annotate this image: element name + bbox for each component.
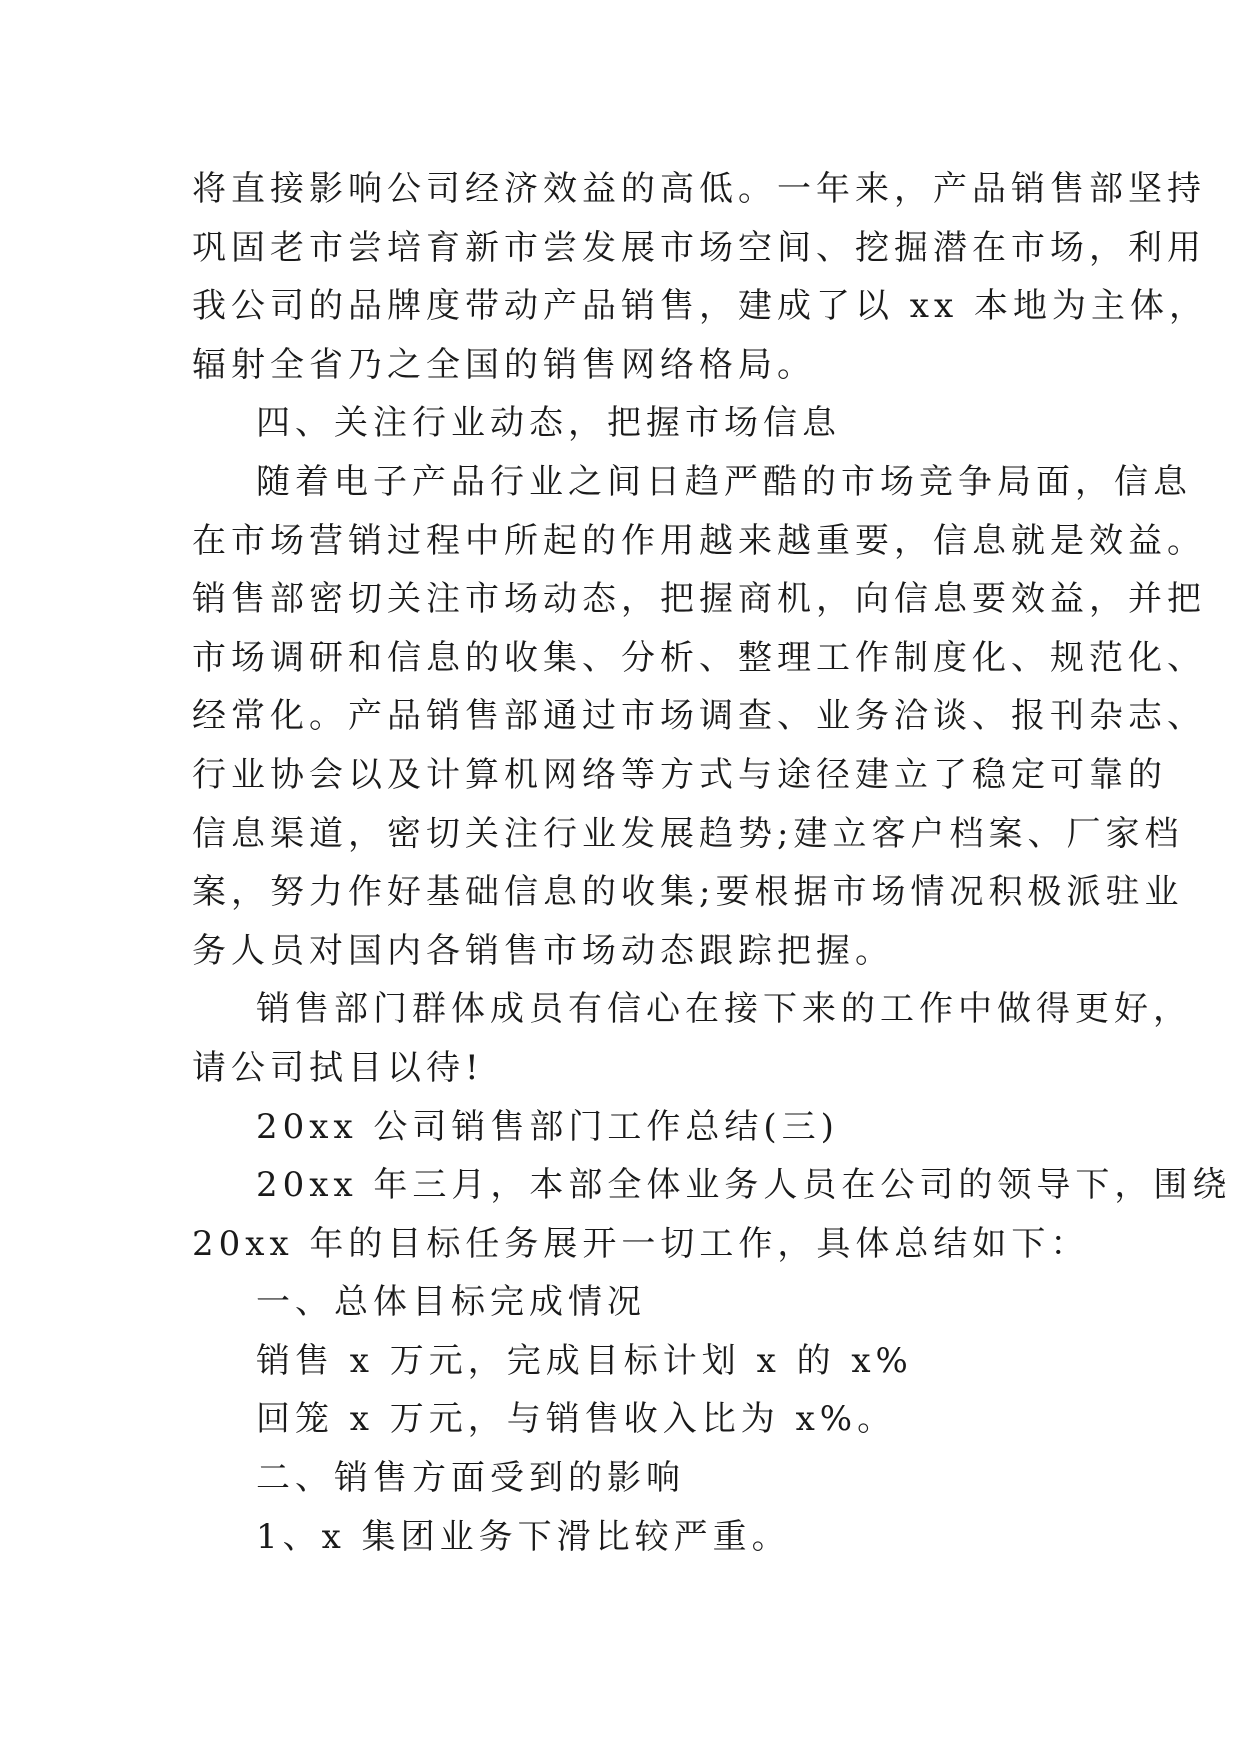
text-line: 销售部门群体成员有信心在接下来的工作中做得更好， bbox=[256, 989, 1192, 1030]
document-body bbox=[192, 160, 1232, 1566]
text-line: 行业协会以及计算机网络等方式与途径建立了稳定可靠的 bbox=[192, 754, 1167, 795]
text-line: 案，努力作好基础信息的收集;要根据市场情况积极派驻业 bbox=[192, 872, 1184, 913]
text-line: 四、关注行业动态，把握市场信息 bbox=[256, 403, 841, 444]
text-line: 务人员对国内各销售市场动态跟踪把握。 bbox=[192, 930, 894, 971]
text-line: 市场调研和信息的收集、分析、整理工作制度化、规范化、 bbox=[192, 637, 1206, 678]
text-line: 一、总体目标完成情况 bbox=[256, 1282, 646, 1323]
text-line: 1、x 集团业务下滑比较严重。 bbox=[256, 1516, 791, 1557]
text-line: 销售部密切关注市场动态，把握商机，向信息要效益，并把 bbox=[192, 579, 1206, 620]
text-line: 信息渠道，密切关注行业发展趋势;建立客户档案、厂家档 bbox=[192, 813, 1184, 854]
text-line: 随着电子产品行业之间日趋严酷的市场竞争局面，信息 bbox=[256, 461, 1192, 502]
text-line: 巩固老市尝培育新市尝发展市场空间、挖掘潜在市场，利用 bbox=[192, 227, 1206, 268]
text-line: 20xx 年三月，本部全体业务人员在公司的领导下，围绕 bbox=[256, 1165, 1232, 1206]
text-line: 辐射全省乃之全国的销售网络格局。 bbox=[192, 344, 816, 385]
text-line: 将直接影响公司经济效益的高低。一年来，产品销售部坚持 bbox=[192, 169, 1206, 209]
text-line: 回笼 x 万元，与销售收入比为 x%。 bbox=[256, 1399, 897, 1440]
text-line: 经常化。产品销售部通过市场调查、业务洽谈、报刊杂志、 bbox=[192, 696, 1206, 737]
text-line: 在市场营销过程中所起的作用越来越重要，信息就是效益。 bbox=[192, 520, 1206, 561]
text-line: 销售 x 万元，完成目标计划 x 的 x% bbox=[256, 1340, 913, 1381]
text-line: 请公司拭目以待! bbox=[192, 1047, 484, 1088]
text-line: 我公司的品牌度带动产品销售，建成了以 xx 本地为主体， bbox=[192, 286, 1208, 327]
text-line: 20xx 公司销售部门工作总结(三) bbox=[256, 1106, 839, 1147]
text-line: 二、销售方面受到的影响 bbox=[256, 1458, 685, 1499]
text-line: 20xx 年的目标任务展开一切工作，具体总结如下： bbox=[192, 1223, 1090, 1264]
